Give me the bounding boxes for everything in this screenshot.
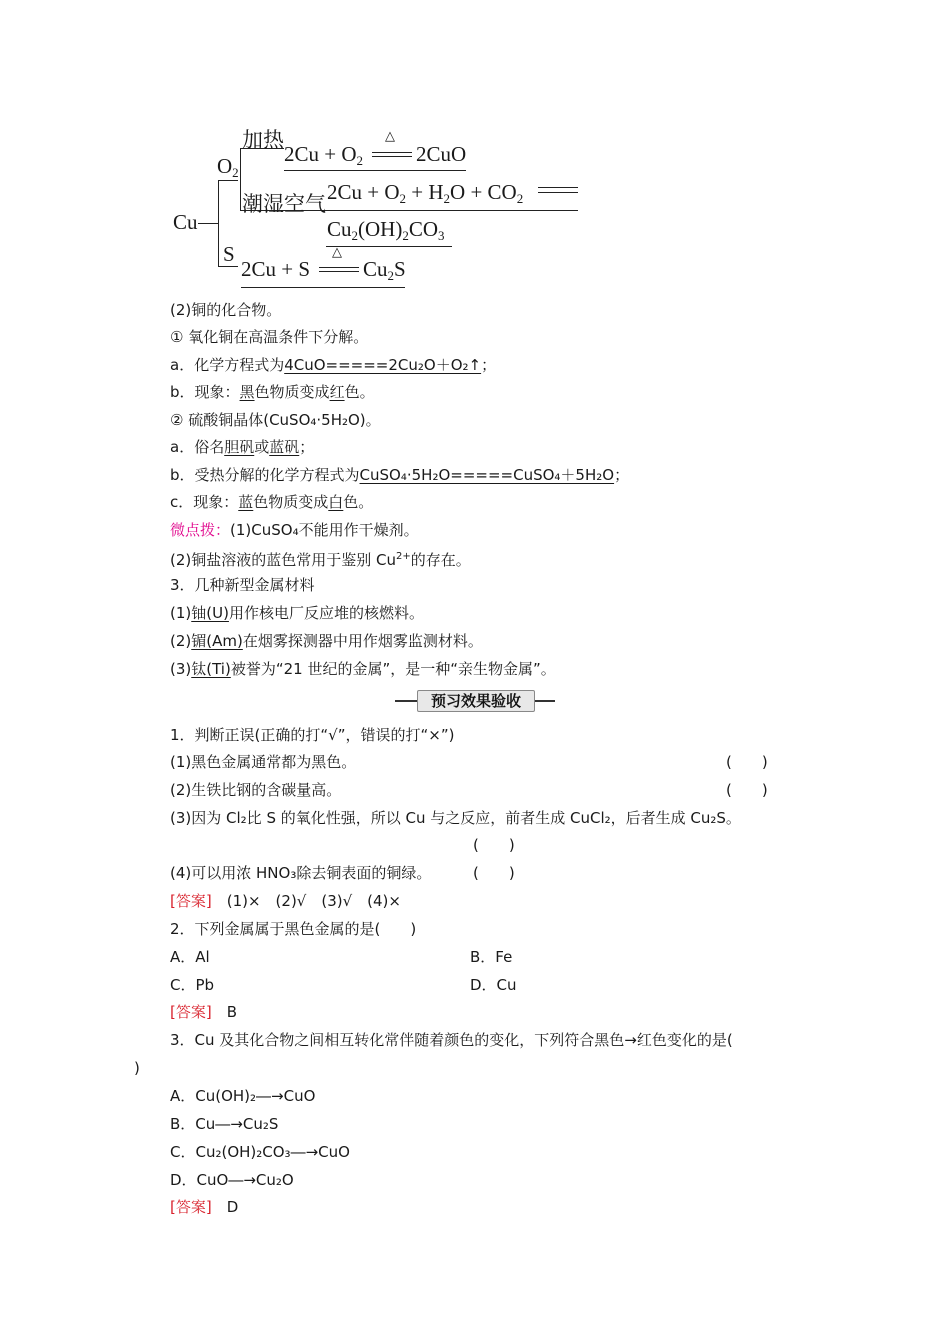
branch-s-label: S <box>223 242 235 266</box>
section-new-metals: 3．几种新型金属材料 <box>170 576 315 594</box>
answer-1: [答案] (1)× (2)√ (3)√ (4)× <box>170 892 401 910</box>
q1-item-2-paren: ( ) <box>726 781 768 799</box>
tip-line-2: (2)铜盐溶液的蓝色常用于鉴别 $Cu^{2+}$的存在。 <box>170 551 471 569</box>
item-cuo-decomposition: ① 氧化铜在高温条件下分解。 <box>170 328 369 346</box>
q1-item-1: (1)黑色金属通常都为黑色。 <box>170 753 357 771</box>
tip-label: 微点拨： <box>170 521 231 539</box>
eq2-product-underline <box>326 246 452 247</box>
eq2-sign-top <box>538 187 578 188</box>
eq1-condition: △ <box>385 128 395 143</box>
eq3-sign-top <box>319 267 359 268</box>
eq1-rhs: 2CuO <box>416 142 467 166</box>
root-cu: Cu <box>173 210 198 234</box>
answer-label: [答案] <box>170 1003 212 1021</box>
root-trunk <box>218 180 219 266</box>
eq1-sign-top <box>372 152 412 153</box>
eq3-condition: △ <box>332 244 342 259</box>
metal-americium: (2)镅(Am)在烟雾探测器中用作烟雾监测材料。 <box>170 632 483 650</box>
q1-item-3: (3)因为 Cl₂比 S 的氧化性强，所以 Cu 与之反应，前者生成 CuCl₂，后者生成 Cu₂S。 <box>170 809 741 827</box>
eq3-lhs: 2Cu + S <box>241 257 311 281</box>
eq2-sign-bottom <box>538 192 578 193</box>
eq3-underline <box>241 287 405 288</box>
eq3-rhs: $Cu_2S$ <box>363 257 406 283</box>
cuo-phenomenon-line: b．现象：黑色物质变成红色。 <box>170 383 375 401</box>
q2-option-d: D．Cu <box>470 976 517 994</box>
q3-option-b: B．Cu―→Cu₂S <box>170 1115 279 1133</box>
q3-option-d: D．CuO―→Cu₂O <box>170 1171 294 1189</box>
sulfate-equation-line: b．受热分解的化学方程式为CuSO₄·5H₂O=====CuSO₄＋5H₂O； <box>170 466 630 484</box>
q1-item-4-paren: ( ) <box>473 864 515 882</box>
metal-titanium: (3)钛(Ti)被誉为“21 世纪的金属”，是一种“亲生物金属”。 <box>170 660 556 678</box>
q1-item-2: (2)生铁比钢的含碳量高。 <box>170 781 342 799</box>
answer-label: [答案] <box>170 1198 212 1216</box>
question-2: 2．下列金属属于黑色金属的是( ) <box>170 920 417 938</box>
q1-item-3-paren: ( ) <box>473 836 515 854</box>
question-1: 1．判断正误(正确的打“√”，错误的打“×”) <box>170 726 455 744</box>
question-3: 3．Cu 及其化合物之间相互转化常伴随着颜色的变化，下列符合黑色→红色变化的是( <box>170 1031 733 1049</box>
eq3-sign-bottom <box>319 271 359 272</box>
tip-line: 微点拨：(1)CuSO₄不能用作干燥剂。 <box>170 521 419 539</box>
cuo-equation-line: a．化学方程式为4CuO=====2Cu₂O＋O₂↑； <box>170 356 497 374</box>
banner-title: 预习效果验收 <box>417 690 535 712</box>
eq2-product: $Cu_2(OH)_2CO_3$ <box>327 217 445 243</box>
root-connector <box>198 223 218 224</box>
eq2-reactants: $2Cu + O_2 + H_2O + CO_2$ <box>327 180 524 206</box>
answer-label: [答案] <box>170 892 212 910</box>
q2-option-a: A．Al <box>170 948 210 966</box>
metal-uranium: (1)铀(U)用作核电厂反应堆的核燃料。 <box>170 604 424 622</box>
question-3-close: ) <box>134 1059 140 1077</box>
eq1-lhs: $2Cu + O_2$ <box>284 142 364 168</box>
common-name-line: a．俗名胆矾或蓝矾； <box>170 438 315 456</box>
eq1-underline <box>284 170 466 171</box>
q3-option-a: A．Cu(OH)₂―→CuO <box>170 1087 316 1105</box>
eq2-underline <box>326 210 578 211</box>
section-copper-compounds: (2)铜的化合物。 <box>170 301 282 319</box>
copper-reaction-diagram <box>0 0 950 300</box>
answer-3: [答案] D <box>170 1198 239 1216</box>
sulfate-phenomenon-line: c．现象：蓝色物质变成白色。 <box>170 493 374 511</box>
q2-option-b: B．Fe <box>470 948 513 966</box>
branch-o2-label: $O_2$ <box>217 154 239 180</box>
q1-item-4: (4)可以用浓 HNO₃除去铜表面的铜绿。 <box>170 864 432 882</box>
section-banner <box>395 690 555 712</box>
answer-2: [答案] B <box>170 1003 238 1021</box>
q3-option-c: C．Cu₂(OH)₂CO₃―→CuO <box>170 1143 350 1161</box>
item-copper-sulfate: ② 硫酸铜晶体(CuSO₄·5H₂O)。 <box>170 411 381 429</box>
q2-option-c: C．Pb <box>170 976 215 994</box>
q1-item-1-paren: ( ) <box>726 753 768 771</box>
heat-label: 加热 <box>242 128 284 152</box>
o2-trunk <box>240 148 241 210</box>
humid-air-label: 潮湿空气 <box>242 192 326 216</box>
eq1-sign-bottom <box>372 156 412 157</box>
